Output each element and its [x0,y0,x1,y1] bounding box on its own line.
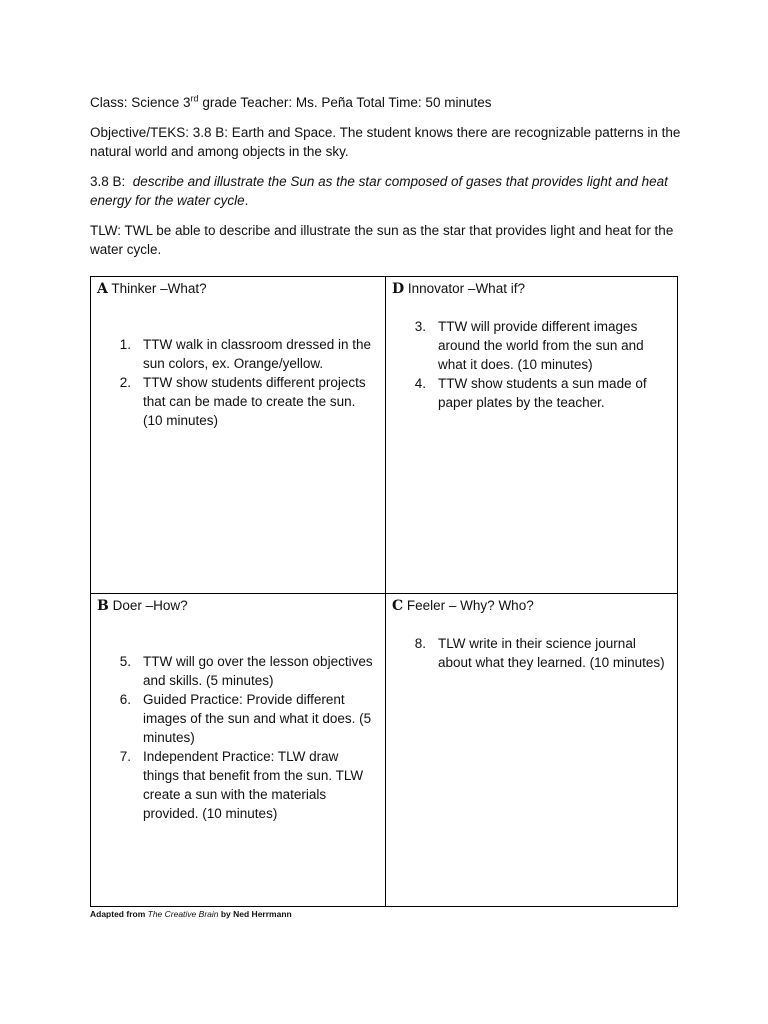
footnote-author: by Ned Herrmann [218,909,292,919]
objective-teks: Objective/TEKS: 3.8 B: Earth and Space. The student knows there are recognizable patterns in the natural world and among objects in the sky. [90,125,681,159]
footnote-book-title: The Creative Brain [147,909,219,919]
quadrant-title-text: Innovator –What if? [404,281,525,296]
list-item-text: Guided Practice: Provide different images of the sun and what it does. (5 minutes) [143,692,372,745]
list-item-text: TTW will go over the lesson objectives and skills. (5 minutes) [143,654,373,688]
list-item-number: 1. [119,337,131,352]
list-item-number: 8. [414,636,426,651]
quadrant-d-innovator [386,277,678,594]
list-item-text: TLW write in their science journal about what they learned. (10 minutes) [438,636,665,670]
tlw-statement: TLW: TWL be able to describe and illustrate the sun as the star that provides light and heat for the water cycle. [90,223,674,257]
teks-end: . [244,193,249,208]
class-info-text: Class: Science 3 [90,95,191,110]
class-info-line [90,93,690,112]
quadrant-a-thinker [91,277,386,594]
lesson-header [90,93,690,270]
list-item [115,373,377,430]
quadrant-c-feeler [386,594,678,906]
quadrant-letter: B [97,598,109,614]
quadrant-c-list [410,634,672,672]
grade-superscript: rd [190,93,199,104]
quadrant-letter: A [97,281,108,297]
list-item-text: TTW show students different projects that can be made to create the sun. (10 minutes) [143,375,366,428]
list-item [115,690,377,747]
list-item-number: 4. [414,376,426,391]
quadrant-title-text: Thinker –What? [107,281,207,296]
list-item [410,317,672,374]
teacher-time-text: grade Teacher: Ms. Peña Total Time: 50 minutes [198,95,492,110]
quadrant-title-text: Feeler – Why? Who? [403,598,534,613]
teks-label: 3.8 B: [90,174,126,189]
list-item [410,374,672,412]
whole-brain-quadrant-table [90,276,678,907]
source-footnote [90,909,292,920]
quadrant-title [97,596,188,616]
list-item-text: TTW walk in classroom dressed in the sun colors, ex. Orange/yellow. [143,337,372,371]
list-item-number: 5. [119,654,131,669]
list-item-text: TTW will provide different images around the world from the sun and what it does. (10 minutes) [438,319,644,372]
list-item-number: 2. [119,375,131,390]
list-item-number: 6. [119,692,131,707]
teks-standard [90,172,690,210]
list-item [115,652,377,690]
list-item [410,634,672,672]
quadrant-title [392,279,525,299]
quadrant-title-text: Doer –How? [108,598,188,613]
footnote-prefix: Adapted from [90,909,148,919]
list-item-number: 7. [119,749,131,764]
quadrant-letter: D [392,281,405,297]
quadrant-title [392,596,534,616]
list-item-number: 3. [414,319,426,334]
quadrant-b-list [115,652,377,823]
quadrant-title [97,279,207,299]
list-item-text: Independent Practice: TLW draw things that benefit from the sun. TLW create a sun with the materials provided. (10 minutes) [143,749,364,821]
list-item [115,747,377,823]
list-item-text: TTW show students a sun made of paper plates by the teacher. [438,376,647,410]
quadrant-a-list [115,335,377,430]
list-item [115,335,377,373]
quadrant-d-list [410,317,672,412]
quadrant-b-doer [91,594,386,906]
teks-description: describe and illustrate the Sun as the star composed of gases that provides light and heat energy for the water cycle [90,174,668,208]
quadrant-letter: C [392,598,404,614]
